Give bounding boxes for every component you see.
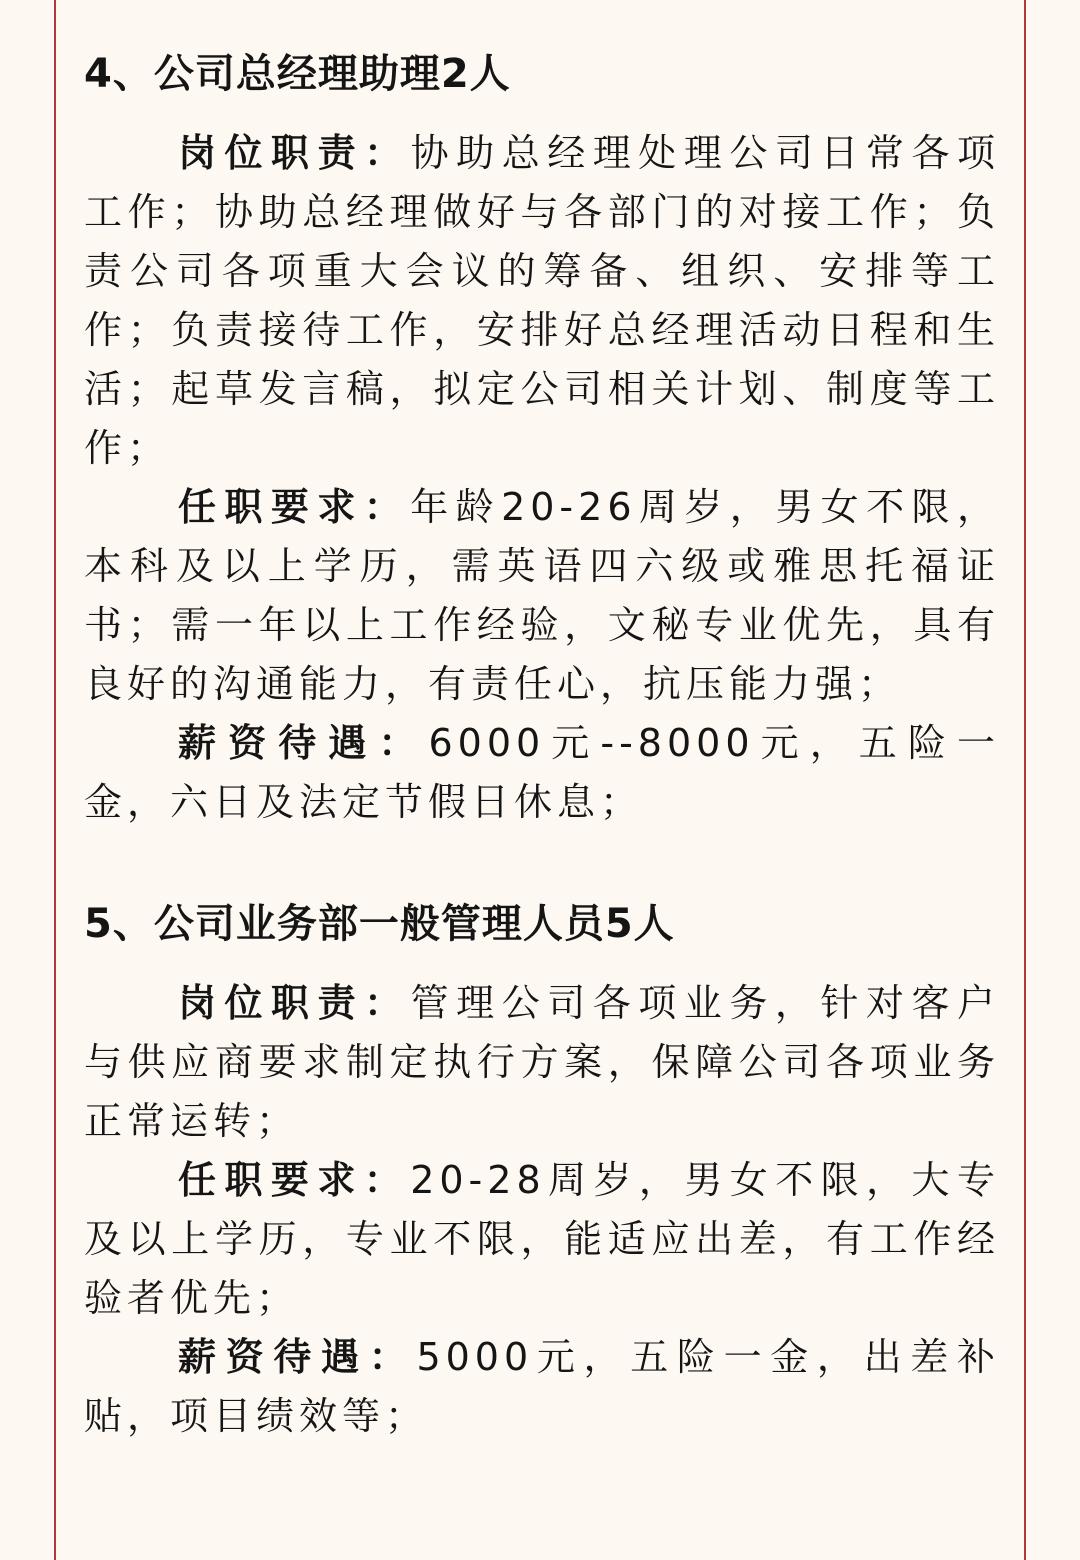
salary-paragraph <box>84 1328 1000 1446</box>
salary-text: 6000元--8000元，五险一金，六日及法定节假日休息； <box>84 721 1000 824</box>
salary-text: 5000元，五险一金，出差补贴，项目绩效等； <box>84 1335 1000 1438</box>
duties-label: 岗位职责： <box>178 981 411 1025</box>
requirements-paragraph <box>84 1151 1000 1328</box>
job-section-4 <box>84 44 1000 832</box>
duties-paragraph <box>84 124 1000 478</box>
requirements-label: 任职要求： <box>178 485 411 529</box>
job-section-5 <box>84 894 1000 1446</box>
salary-paragraph <box>84 714 1000 832</box>
left-border-line <box>54 0 56 1560</box>
duties-label: 岗位职责： <box>178 131 411 175</box>
requirements-text: 20-28周岁，男女不限，大专及以上学历，专业不限，能适应出差，有工作经验者优先； <box>84 1158 1000 1320</box>
job-title: 5、公司业务部一般管理人员5人 <box>84 901 675 947</box>
job-listing-content <box>84 44 1000 1446</box>
duties-paragraph <box>84 974 1000 1151</box>
requirements-text: 年龄20-26周岁，男女不限，本科及以上学历，需英语四六级或雅思托福证书；需一年以上工作经验，文秘专业优先，具有良好的沟通能力，有责任心，抗压能力强； <box>84 485 1000 706</box>
duties-text: 协助总经理处理公司日常各项工作；协助总经理做好与各部门的对接工作；负责公司各项重大会议的筹备、组织、安排等工作；负责接待工作，安排好总经理活动日程和生活；起草发言稿，拟定公司相关计划、制度等工作； <box>84 131 1000 470</box>
salary-label: 薪资待遇： <box>178 1335 417 1379</box>
requirements-label: 任职要求： <box>178 1158 411 1202</box>
salary-label: 薪资待遇： <box>178 721 429 765</box>
duties-text: 管理公司各项业务，针对客户与供应商要求制定执行方案，保障公司各项业务正常运转； <box>84 981 1000 1143</box>
requirements-paragraph <box>84 478 1000 714</box>
right-border-line <box>1024 0 1026 1560</box>
job-title: 4、公司总经理助理2人 <box>84 51 511 97</box>
